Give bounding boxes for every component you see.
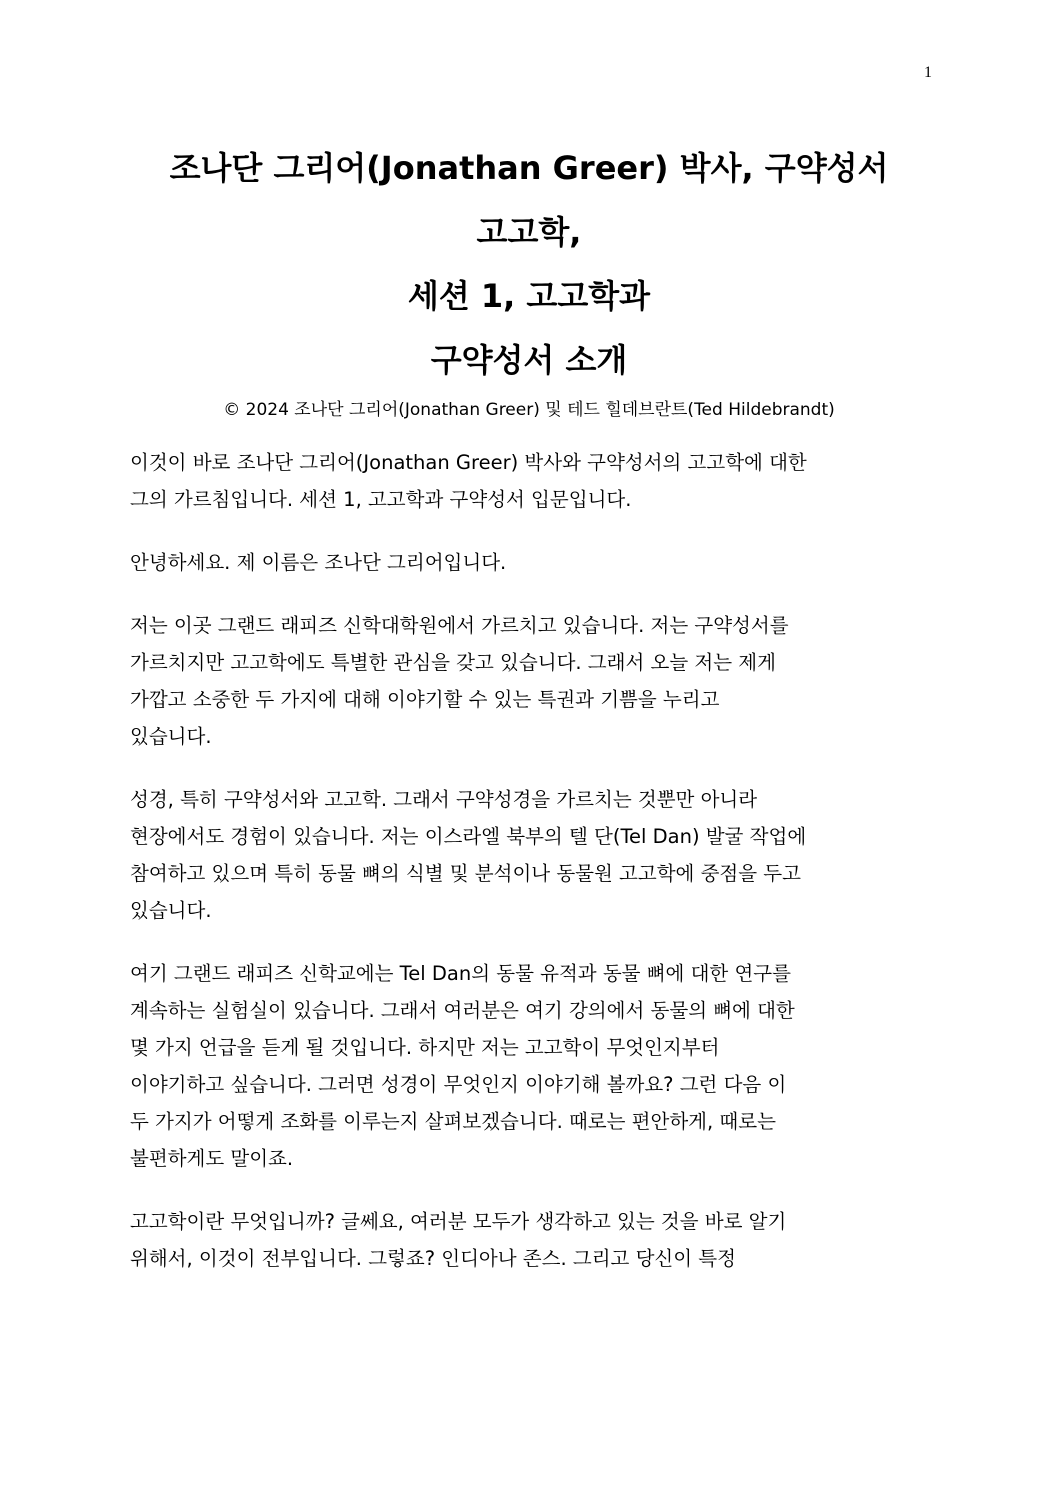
text-line: 있습니다. bbox=[130, 725, 212, 748]
text-line: 가르치지만 고고학에도 특별한 관심을 갖고 있습니다. 그래서 오늘 저는 제게 bbox=[130, 651, 776, 674]
title-line: 구약성서 소개 bbox=[430, 341, 628, 379]
text-line: 참여하고 있으며 특히 동물 뼈의 식별 및 분석이나 동물원 고고학에 중점을 두고 bbox=[130, 862, 801, 885]
title-line: 조나단 그리어(Jonathan Greer) 박사, 구약성서 bbox=[169, 149, 889, 187]
text-line: 현장에서도 경험이 있습니다. 저는 이스라엘 북부의 텔 단(Tel Dan) 발굴 작업에 bbox=[130, 825, 807, 848]
text-line: 있습니다. bbox=[130, 899, 212, 922]
paragraph bbox=[130, 444, 930, 518]
paragraph bbox=[130, 1203, 930, 1277]
page-number: 1 bbox=[924, 64, 932, 81]
text-line: 위해서, 이것이 전부입니다. 그렇죠? 인디아나 존스. 그리고 당신이 특정 bbox=[130, 1247, 736, 1270]
text-line: 저는 이곳 그랜드 래피즈 신학대학원에서 가르치고 있습니다. 저는 구약성서를 bbox=[130, 614, 789, 637]
text-line: 이것이 바로 조나단 그리어(Jonathan Greer) 박사와 구약성서의 고고학에 대한 bbox=[130, 451, 807, 474]
title-line: 고고학, bbox=[476, 213, 582, 251]
document-body bbox=[130, 444, 930, 1303]
text-line: 몇 가지 언급을 듣게 될 것입니다. 하지만 저는 고고학이 무엇인지부터 bbox=[130, 1036, 720, 1059]
text-line: 고고학이란 무엇입니까? 글쎄요, 여러분 모두가 생각하고 있는 것을 바로 알기 bbox=[130, 1210, 787, 1233]
text-line: 두 가지가 어떻게 조화를 이루는지 살펴보겠습니다. 때로는 편안하게, 때로는 bbox=[130, 1110, 776, 1133]
paragraph bbox=[130, 607, 930, 755]
text-line: 계속하는 실험실이 있습니다. 그래서 여러분은 여기 강의에서 동물의 뼈에 대한 bbox=[130, 999, 795, 1022]
text-line: 여기 그랜드 래피즈 신학교에는 Tel Dan의 동물 유적과 동물 뼈에 대한 연구를 bbox=[130, 962, 791, 985]
text-line: 그의 가르침입니다. 세션 1, 고고학과 구약성서 입문입니다. bbox=[130, 488, 632, 511]
title-line: 세션 1, 고고학과 bbox=[407, 277, 651, 315]
paragraph bbox=[130, 781, 930, 929]
text-line: 안녕하세요. 제 이름은 조나단 그리어입니다. bbox=[130, 551, 507, 574]
title-block bbox=[0, 136, 1058, 424]
paragraph bbox=[130, 544, 930, 581]
text-line: 이야기하고 싶습니다. 그러면 성경이 무엇인지 이야기해 볼까요? 그런 다음 이 bbox=[130, 1073, 787, 1096]
text-line: 불편하게도 말이죠. bbox=[130, 1147, 294, 1170]
text-line: 성경, 특히 구약성서와 고고학. 그래서 구약성경을 가르치는 것뿐만 아니라 bbox=[130, 788, 758, 811]
text-line: 가깝고 소중한 두 가지에 대해 이야기할 수 있는 특권과 기쁨을 누리고 bbox=[130, 688, 720, 711]
copyright-notice: © 2024 조나단 그리어(Jonathan Greer) 및 테드 힐데브란트(Ted Hildebrandt) bbox=[223, 400, 835, 420]
paragraph bbox=[130, 955, 930, 1177]
